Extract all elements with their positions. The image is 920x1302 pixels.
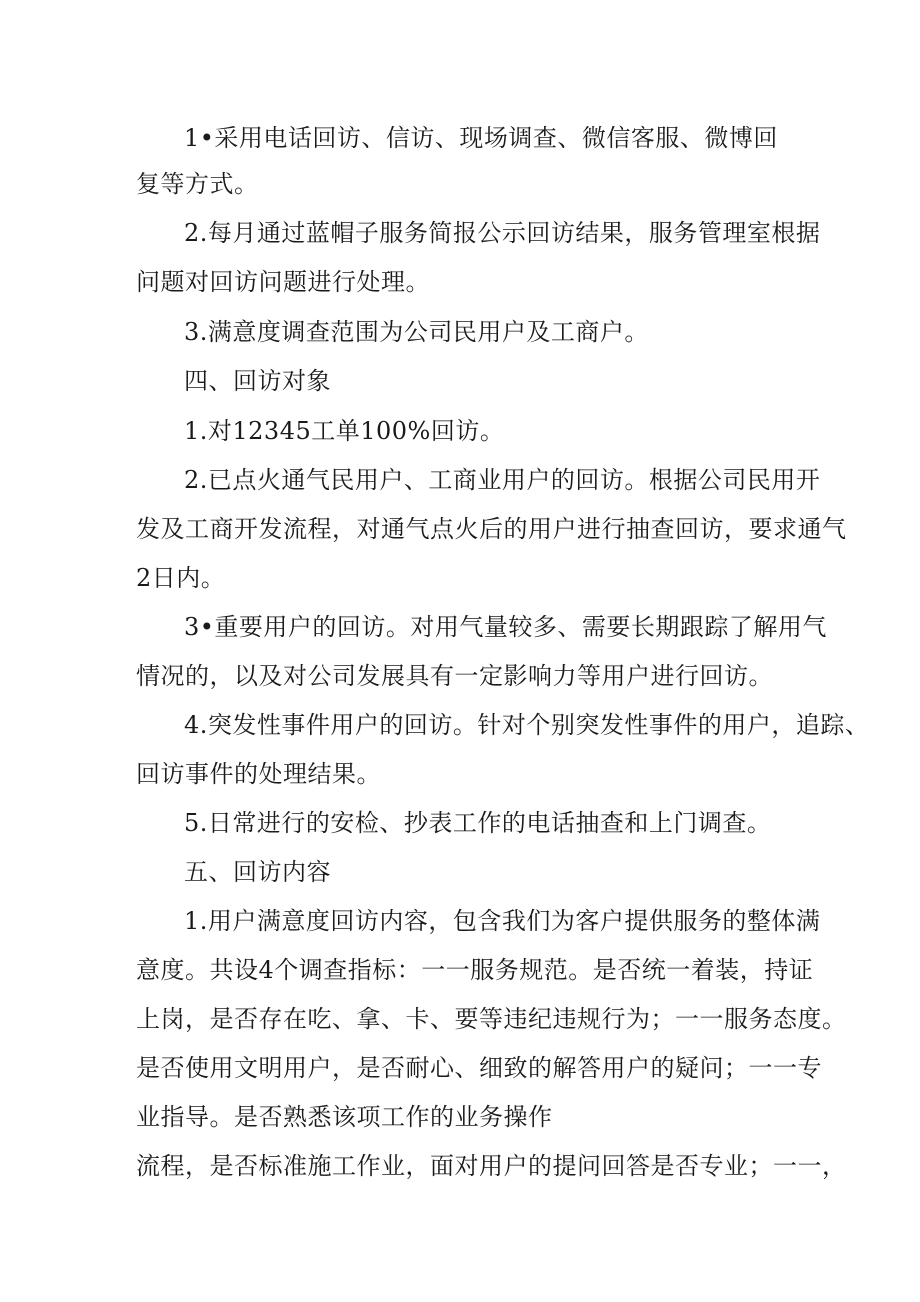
section-heading: 四、回访对象 (184, 367, 331, 395)
text-line: 回访事件的处理结果。 (136, 760, 381, 788)
text-line: 1.用户满意度回访内容，包含我们为客户提供服务的整体满 (184, 907, 821, 935)
text-line: 发及工商开发流程，对通气点火后的用户进行抽查回访，要求通气 (136, 515, 847, 543)
text-line: 2.已点火通气民用户、工商业用户的回访。根据公司民用开 (184, 466, 821, 494)
text-line: 4.突发性事件用户的回访。针对个别突发性事件的用户，追踪、 (184, 711, 870, 739)
text-line: 问题对回访问题进行处理。 (136, 268, 430, 296)
text-line: 2.每月通过蓝帽子服务简报公示回访结果，服务管理室根据 (184, 219, 821, 247)
text-line: 2日内。 (136, 564, 226, 592)
text-line: 3.满意度调查范围为公司民用户及工商户。 (184, 318, 649, 346)
text-line: 业指导。是否熟悉该项工作的业务操作 (136, 1103, 553, 1131)
text-line: 3•重要用户的回访。对用气量较多、需要长期跟踪了解用气 (184, 613, 827, 641)
text-line: 意度。共设4个调查指标：一一服务规范。是否统一着装，持证 (136, 956, 814, 984)
section-heading: 五、回访内容 (184, 858, 331, 886)
text-line: 流程，是否标准施工作业，面对用户的提问回答是否专业；一一， (136, 1152, 847, 1180)
text-line: 复等方式。 (136, 170, 259, 198)
text-line: 上岗，是否存在吃、拿、卡、要等违纪违规行为；一一服务态度。 (136, 1005, 847, 1033)
text-line: 1.对12345工单100%回访。 (184, 417, 505, 445)
text-line: 情况的，以及对公司发展具有一定影响力等用户进行回访。 (136, 662, 773, 690)
text-line: 5.日常进行的安检、抄表工作的电话抽查和上门调查。 (184, 809, 772, 837)
text-line: 1•采用电话回访、信访、现场调查、微信客服、微博回 (184, 124, 778, 152)
text-line: 是否使用文明用户，是否耐心、细致的解答用户的疑问；一一专 (136, 1054, 822, 1082)
